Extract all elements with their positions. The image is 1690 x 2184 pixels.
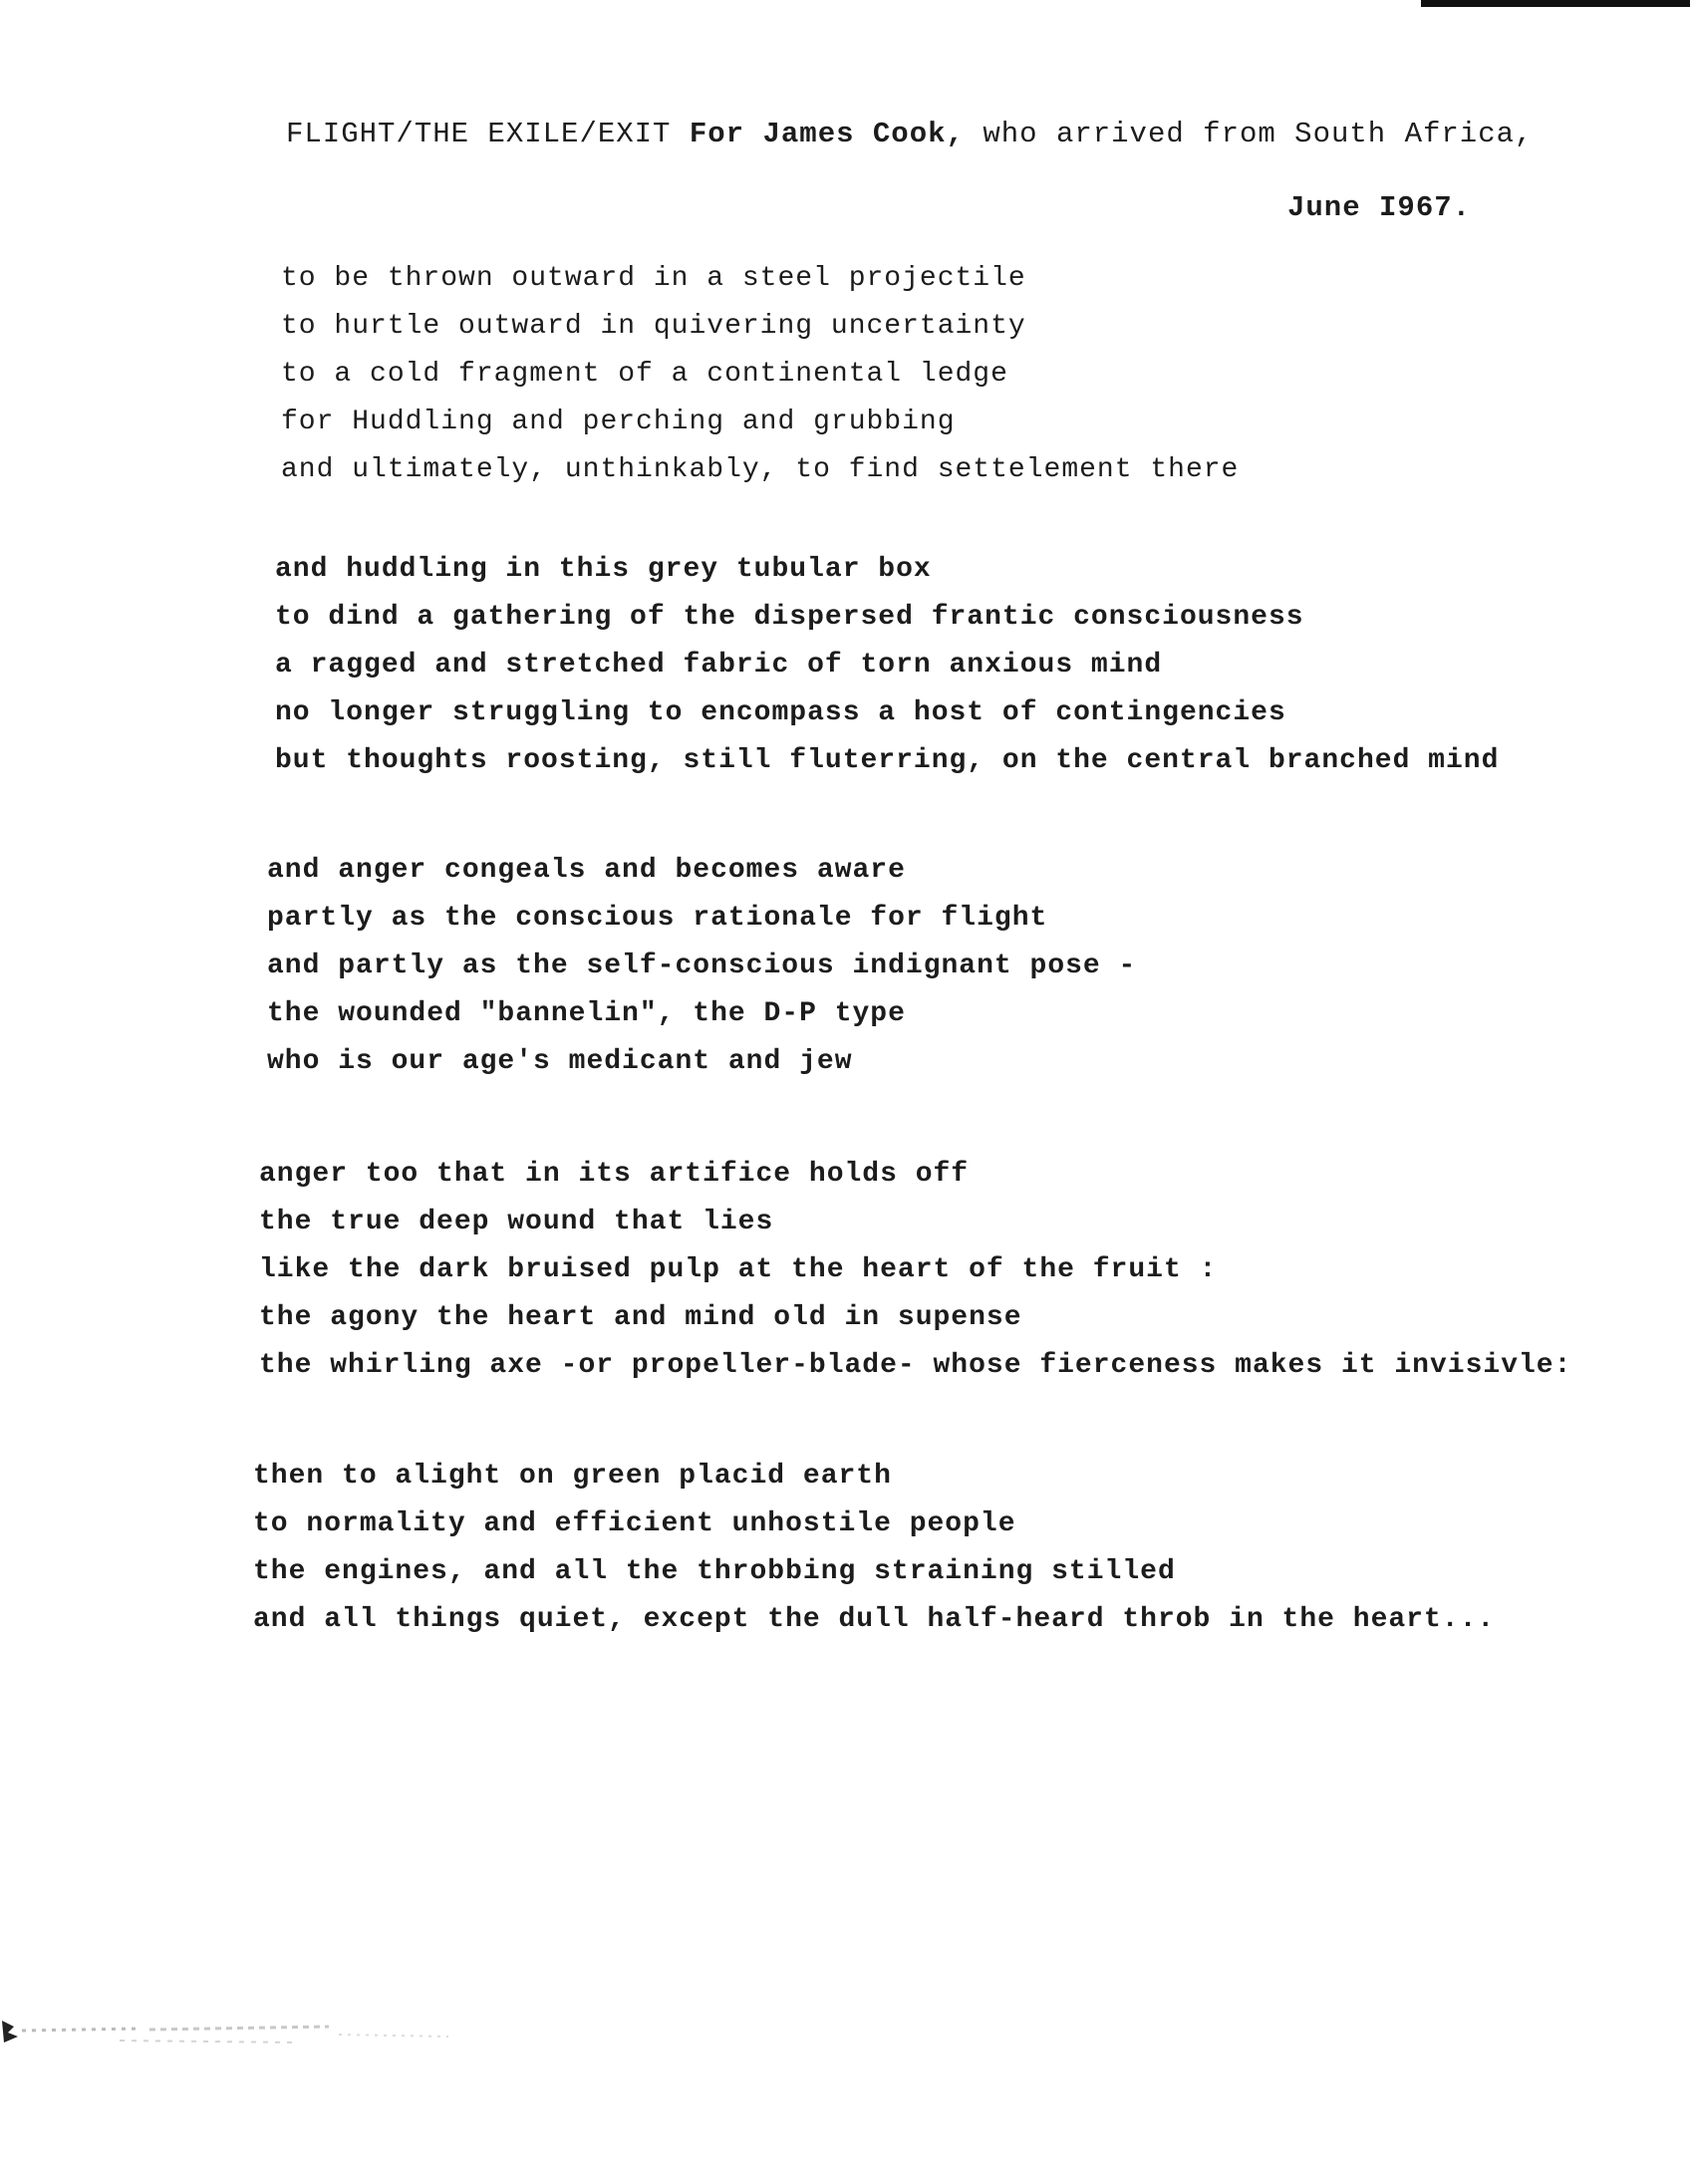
top-edge-mark: [1421, 0, 1690, 7]
poem-line: to dind a gathering of the dispersed frantic consciousness: [275, 602, 1304, 633]
stanza-3: [267, 847, 1136, 1086]
poem-line: no longer struggling to encompass a host of contingencies: [275, 697, 1286, 728]
poem-line: like the dark bruised pulp at the heart of the fruit :: [259, 1254, 1218, 1285]
poem-line: to normality and efficient unhostile people: [253, 1508, 1016, 1539]
poem-line: and huddling in this grey tubular box: [275, 554, 932, 585]
stanza-5: [253, 1453, 1495, 1644]
poem-line: and ultimately, unthinkably, to find settelement there: [281, 454, 1240, 485]
poem-title: FLIGHT/THE EXILE/EXIT: [286, 118, 672, 150]
poem-line: the agony the heart and mind old in supense: [259, 1302, 1022, 1333]
poem-line: the whirling axe -or propeller-blade- whose fierceness makes it invisivle:: [259, 1350, 1572, 1381]
poem-dedication-rest: who arrived from South Africa,: [983, 118, 1534, 150]
poem-line: and partly as the self-conscious indignant pose -: [267, 951, 1137, 981]
stanza-4: [259, 1151, 1571, 1390]
poem-line: the wounded "bannelin", the D-P type: [267, 998, 906, 1029]
poem-line: to hurtle outward in quivering uncertainty: [281, 311, 1026, 342]
poem-line: and anger congeals and becomes aware: [267, 855, 906, 886]
poem-line: but thoughts roosting, still fluterring, on the central branched mind: [275, 745, 1500, 776]
poem-line: to be thrown outward in a steel projectile: [281, 263, 1026, 294]
poem-header: [286, 118, 1533, 150]
poem-line: to a cold fragment of a continental ledge: [281, 359, 1008, 390]
poem-line: who is our age's medicant and jew: [267, 1046, 853, 1077]
poem-line: anger too that in its artifice holds off: [259, 1159, 970, 1190]
poem-line: the engines, and all the throbbing straining stilled: [253, 1556, 1176, 1587]
stanza-1: [281, 255, 1239, 494]
scan-smudge: [0, 2013, 458, 2052]
poem-date: June I967.: [1287, 191, 1472, 224]
poem-line: a ragged and stretched fabric of torn anxious mind: [275, 650, 1163, 681]
poem-line: for Huddling and perching and grubbing: [281, 407, 956, 437]
poem-dedication: For James Cook,: [689, 118, 965, 150]
stanza-2: [275, 546, 1499, 785]
poem-line: and all things quiet, except the dull half-heard throb in the heart...: [253, 1604, 1496, 1635]
poem-line: the true deep wound that lies: [259, 1207, 774, 1237]
poem-line: partly as the conscious rationale for flight: [267, 903, 1048, 934]
poem-line: then to alight on green placid earth: [253, 1461, 892, 1492]
